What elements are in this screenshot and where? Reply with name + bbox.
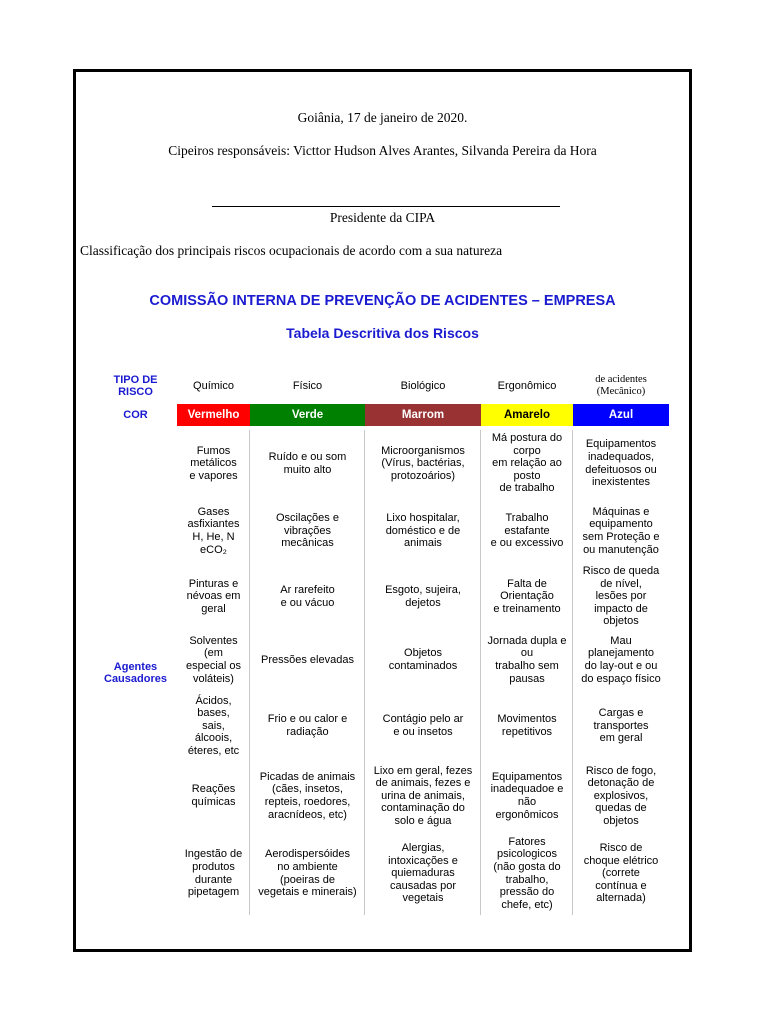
- table-cell-r4-c2: Contágio pelo ar e ou insetos: [382, 713, 464, 738]
- table-cell-r1-c4: Máquinas e equipamento sem Proteção e ou manutenção: [582, 505, 660, 556]
- column-header-3: Ergonômico: [497, 380, 557, 392]
- column-header-2: Biológico: [400, 380, 446, 392]
- column-header-4: de acidentes (Mecânico): [595, 374, 647, 397]
- row-label-agentes: Agentes Causadores: [104, 660, 167, 685]
- document-frame: [73, 69, 692, 952]
- table-cell-r4-c4: Cargas e transportes em geral: [593, 707, 649, 745]
- table-cell-r3-c2: Objetos contaminados: [388, 647, 458, 672]
- classification-line: Classificação dos principais riscos ocupacionais de acordo com a sua natureza: [80, 243, 503, 258]
- table-cell-r4-c3: Movimentos repetitivos: [497, 713, 557, 738]
- table-cell-r6-c2: Alergias, intoxicações e quiemaduras causadas por vegetais: [388, 842, 458, 905]
- table-cell-r4-c0: Ácidos, bases, sais, álcoois, éteres, etc: [187, 694, 240, 757]
- table-cell-r4-c1: Frio e ou calor e radiação: [267, 713, 348, 738]
- row-label-cor: COR: [123, 409, 148, 421]
- table-cell-r1-c3: Trabalho estafante e ou excessivo: [490, 512, 564, 550]
- table-cell-r0-c4: Equipamentos inadequados, defeituosos ou inexistentes: [585, 438, 657, 489]
- table-cell-r3-c0: Solventes (em especial os voláteis): [185, 634, 242, 685]
- column-separator: [364, 430, 365, 915]
- table-cell-r0-c1: Ruído e ou som muito alto: [268, 450, 347, 476]
- table-cell-r6-c0: Ingestão de produtos durante pipetagem: [184, 848, 243, 899]
- table-cell-r2-c0: Pinturas e névoas em geral: [186, 577, 241, 615]
- table-cell-r5-c2: Lixo em geral, fezes de animais, fezes e urina de animais, contaminação do solo e água: [373, 764, 473, 827]
- table-cell-r5-c4: Risco de fogo, detonação de explosivos, quedas de objetos: [585, 764, 657, 827]
- table-cell-r3-c3: Jornada dupla e ou trabalho sem pausas: [487, 634, 567, 685]
- signature-line: [212, 206, 560, 207]
- sub-title: Tabela Descritiva dos Riscos: [286, 325, 479, 341]
- date-line: Goiânia, 17 de janeiro de 2020.: [297, 110, 468, 125]
- column-header-1: Físico: [292, 380, 323, 392]
- table-cell-r5-c1: Picadas de animais (cães, insetos, repteis, roedores, aracnídeos, etc): [259, 770, 356, 821]
- color-cell-0: Vermelho: [177, 404, 250, 426]
- table-cell-r2-c2: Esgoto, sujeira, dejetos: [385, 583, 461, 609]
- row-label-tipo: TIPO DE RISCO: [113, 374, 158, 398]
- color-cell-4: Azul: [573, 404, 669, 426]
- table-cell-r6-c1: Aerodispersóides no ambiente (poeiras de vegetais e minerais): [258, 848, 357, 899]
- table-cell-r3-c1: Pressões elevadas: [261, 653, 354, 666]
- table-cell-r2-c3: Falta de Orientação e treinamento: [493, 577, 561, 615]
- table-cell-r1-c0: Gases asfixiantes H, He, N eCO₂: [187, 505, 240, 556]
- table-cell-r0-c3: Má postura do corpo em relação ao posto de trabalho: [491, 432, 563, 495]
- color-cell-2: Marrom: [365, 404, 481, 426]
- table-cell-r6-c3: Fatores psicologicos (não gosta do trabalho, pressão do chefe, etc): [493, 835, 561, 911]
- column-header-0: Químico: [193, 380, 234, 392]
- table-cell-r0-c0: Fumos metálicos e vapores: [189, 444, 238, 482]
- table-cell-r2-c4: Risco de queda de nível, lesões por impacto de objetos: [582, 565, 660, 628]
- table-cell-r1-c1: Oscilações e vibrações mecânicas: [276, 512, 339, 550]
- table-cell-r3-c4: Mau planejamento do lay-out e ou do espaço físico: [581, 634, 661, 685]
- table-cell-r1-c2: Lixo hospitalar, doméstico e de animais: [385, 512, 461, 550]
- main-title: COMISSÃO INTERNA DE PREVENÇÃO DE ACIDENTES – EMPRESA: [149, 293, 616, 309]
- column-separator: [572, 430, 573, 915]
- color-cell-1: Verde: [250, 404, 365, 426]
- table-cell-r5-c0: Reações químicas: [191, 783, 236, 808]
- president-label: Presidente da CIPA: [329, 210, 436, 225]
- table-cell-r5-c3: Equipamentos inadequadoe e não ergonômicos: [490, 770, 564, 821]
- column-separator: [480, 430, 481, 915]
- table-cell-r2-c1: Ar rarefeito e ou vácuo: [280, 583, 335, 609]
- color-cell-3: Amarelo: [481, 404, 573, 426]
- column-separator: [249, 430, 250, 915]
- table-cell-r0-c2: Microorganismos (Vírus, bactérias, protozoários): [381, 444, 465, 482]
- table-cell-r6-c4: Risco de choque elétrico (correte contínua e alternada): [583, 842, 659, 905]
- cipeiros-line: Cipeiros responsáveis: Victtor Hudson Alves Arantes, Silvanda Pereira da Hora: [168, 143, 597, 158]
